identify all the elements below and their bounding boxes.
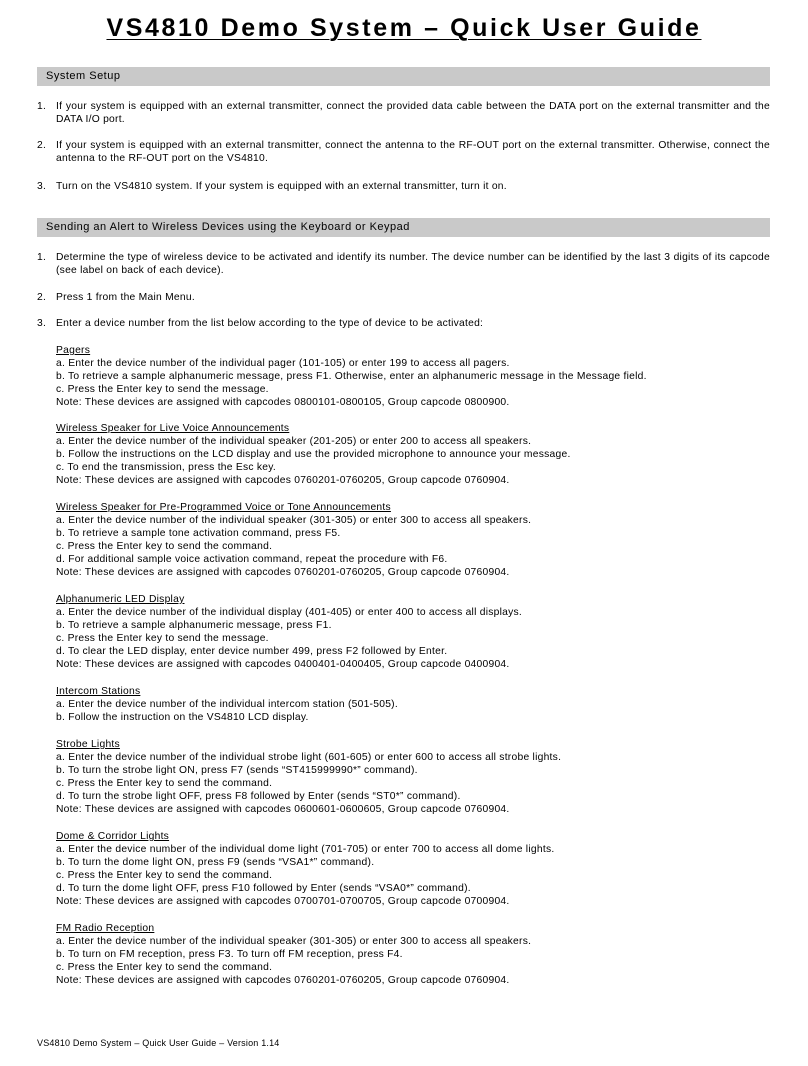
step-text: If your system is equipped with an external transmitter, connect the provided data cable between the DATA port on the external transmitter and the DATA I/O port.	[56, 101, 770, 125]
setup-step	[37, 139, 770, 180]
capcode-note: Note: These devices are assigned with capcodes 0760201-0760205, Group capcode 0760904.	[56, 567, 510, 578]
instruction-line: b. Follow the instruction on the VS4810 LCD display.	[56, 712, 309, 723]
step-text: Turn on the VS4810 system. If your system is equipped with an external transmitter, turn it on.	[56, 181, 507, 192]
alert-step	[37, 317, 770, 330]
instruction-line: b. To turn the strobe light ON, press F7 (sends “ST415999990*” command).	[56, 765, 418, 776]
capcode-note: Note: These devices are assigned with capcodes 0400401-0400405, Group capcode 0400904.	[56, 659, 510, 670]
instruction-line: a. Enter the device number of the individual display (401-405) or enter 400 to access all displays.	[56, 607, 523, 618]
instruction-line: d. To turn the strobe light OFF, press F8 followed by Enter (sends “ST0*” command).	[56, 791, 461, 802]
instruction-line: a. Enter the device number of the individual speaker (301-305) or enter 300 to access all speakers.	[56, 936, 532, 947]
instruction-line: b. Follow the instructions on the LCD display and use the provided microphone to announce your message.	[56, 449, 571, 460]
instruction-line: c. Press the Enter key to send the message.	[56, 633, 269, 644]
instruction-line: c. Press the Enter key to send the message.	[56, 384, 269, 395]
instruction-line: a. Enter the device number of the individual dome light (701-705) or enter 700 to access all dome lights.	[56, 844, 555, 855]
device-section-intercom	[56, 685, 770, 724]
instruction-line: a. Enter the device number of the individual speaker (201-205) or enter 200 to access all speakers.	[56, 436, 532, 447]
device-section-led-display	[56, 593, 770, 671]
capcode-note: Note: These devices are assigned with capcodes 0760201-0760205, Group capcode 0760904.	[56, 975, 510, 986]
device-section-live-voice-speaker	[56, 422, 770, 487]
document-title	[0, 12, 808, 44]
capcode-note: Note: These devices are assigned with capcodes 0760201-0760205, Group capcode 0760904.	[56, 475, 510, 486]
device-section-dome-lights	[56, 830, 770, 908]
step-text: Enter a device number from the list below according to the type of device to be activated:	[56, 318, 484, 329]
device-heading: Strobe Lights	[56, 739, 120, 750]
instruction-line: d. For additional sample voice activation command, repeat the procedure with F6.	[56, 554, 448, 565]
instruction-line: c. Press the Enter key to send the command.	[56, 541, 273, 552]
instruction-line: c. To end the transmission, press the Esc key.	[56, 462, 277, 473]
instruction-line: a. Enter the device number of the individual strobe light (601-605) or enter 600 to access all strobe lights.	[56, 752, 562, 763]
device-heading: Wireless Speaker for Pre-Programmed Voice or Tone Announcements	[56, 502, 391, 513]
setup-step	[37, 100, 770, 139]
device-heading: Pagers	[56, 345, 91, 356]
step-number: 1.	[37, 252, 47, 263]
step-text: Determine the type of wireless device to be activated and identify its number. The device number can be identified by the last 3 digits of its capcode (see label on back of each device).	[56, 252, 770, 276]
instruction-line: c. Press the Enter key to send the command.	[56, 778, 273, 789]
instruction-line: a. Enter the device number of the individual speaker (301-305) or enter 300 to access all speakers.	[56, 515, 532, 526]
instruction-line: b. To retrieve a sample tone activation command, press F5.	[56, 528, 341, 539]
step-number: 3.	[37, 181, 47, 192]
alert-step	[37, 291, 770, 317]
device-section-fm-radio	[56, 922, 770, 987]
instruction-line: b. To turn on FM reception, press F3. To turn off FM reception, press F4.	[56, 949, 403, 960]
system-setup-steps	[37, 100, 770, 193]
document-title-text: VS4810 Demo System – Quick User Guide	[106, 14, 702, 42]
device-heading: Dome & Corridor Lights	[56, 831, 170, 842]
setup-step	[37, 180, 770, 193]
instruction-line: b. To retrieve a sample alphanumeric message, press F1.	[56, 620, 332, 631]
step-number: 2.	[37, 140, 47, 151]
instruction-line: b. To retrieve a sample alphanumeric message, press F1. Otherwise, enter an alphanumeric message in the Message field.	[56, 371, 647, 382]
step-number: 1.	[37, 101, 47, 112]
page-footer: VS4810 Demo System – Quick User Guide – Version 1.14	[37, 1038, 280, 1048]
instruction-line: a. Enter the device number of the individual intercom station (501-505).	[56, 699, 398, 710]
instruction-line: b. To turn the dome light ON, press F9 (sends “VSA1*” command).	[56, 857, 375, 868]
instruction-line: a. Enter the device number of the individual pager (101-105) or enter 199 to access all pagers.	[56, 358, 510, 369]
capcode-note: Note: These devices are assigned with capcodes 0800101-0800105, Group capcode 0800900.	[56, 397, 510, 408]
instruction-line: d. To turn the dome light OFF, press F10 followed by Enter (sends “VSA0*” command).	[56, 883, 471, 894]
capcode-note: Note: These devices are assigned with capcodes 0700701-0700705, Group capcode 0700904.	[56, 896, 510, 907]
device-heading: Wireless Speaker for Live Voice Announcements	[56, 423, 290, 434]
device-heading: Intercom Stations	[56, 686, 141, 697]
device-section-pagers	[56, 344, 770, 409]
step-number: 2.	[37, 292, 47, 303]
device-section-strobe-lights	[56, 738, 770, 816]
step-text: If your system is equipped with an external transmitter, connect the antenna to the RF-OUT port on the external transmitter. Otherwise, connect the antenna to the RF-OUT port on the VS4810.	[56, 140, 770, 164]
device-section-preprogrammed-speaker	[56, 501, 770, 579]
step-text: Press 1 from the Main Menu.	[56, 292, 195, 303]
alert-steps	[37, 251, 770, 330]
instruction-line: c. Press the Enter key to send the command.	[56, 870, 273, 881]
step-number: 3.	[37, 318, 47, 329]
system-setup-heading: System Setup	[37, 67, 770, 86]
capcode-note: Note: These devices are assigned with capcodes 0600601-0600605, Group capcode 0760904.	[56, 804, 510, 815]
device-heading: Alphanumeric LED Display	[56, 594, 185, 605]
instruction-line: c. Press the Enter key to send the command.	[56, 962, 273, 973]
alert-step	[37, 251, 770, 291]
instruction-line: d. To clear the LED display, enter device number 499, press F2 followed by Enter.	[56, 646, 448, 657]
device-heading: FM Radio Reception	[56, 923, 155, 934]
sending-alert-heading: Sending an Alert to Wireless Devices using the Keyboard or Keypad	[37, 218, 770, 237]
